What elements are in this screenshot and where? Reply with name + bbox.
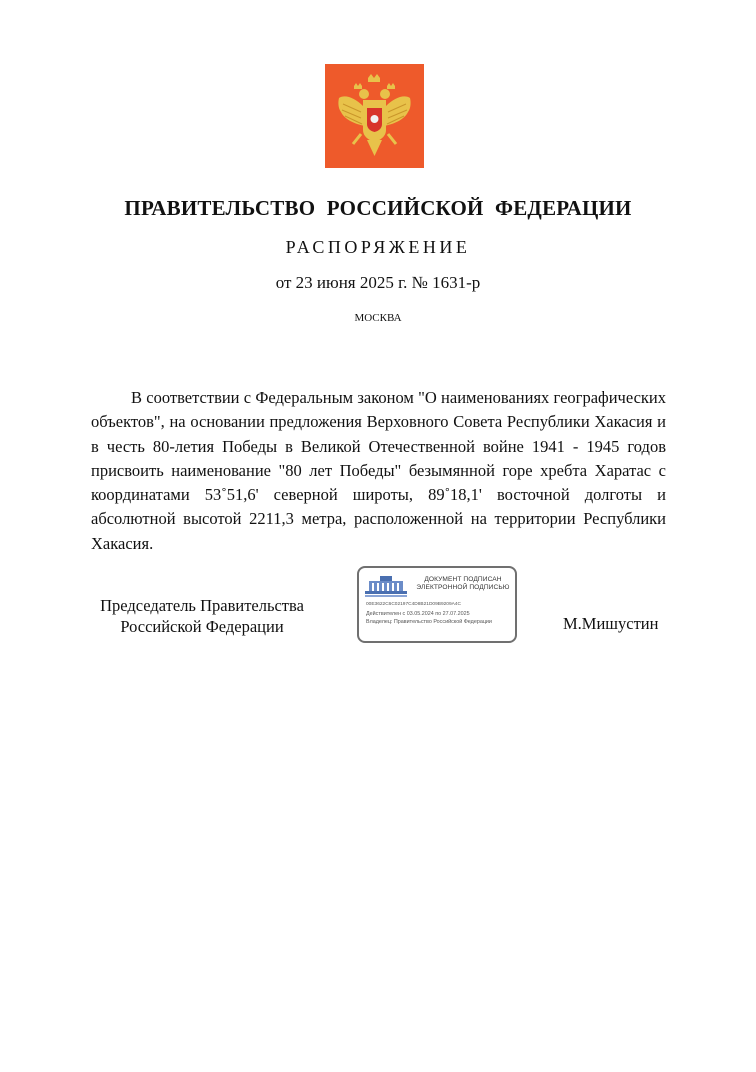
signatory-position-line1: Председатель Правительства bbox=[100, 596, 304, 615]
stamp-validity: Действителен с 03.05.2024 по 27.07.2025 bbox=[366, 611, 470, 617]
coat-of-arms-icon bbox=[325, 64, 424, 168]
electronic-signature-stamp bbox=[357, 566, 517, 643]
document-body-text: В соответствии с Федеральным законом "О наименованиях географических объектов", на основании предложения Верховного Совета Республики Хакасия и в честь 80-летия Победы в Великой Отечественной войне 1941 - 1945 годов присвоить наименование "80 лет Победы" безымянной горе хребта Харатас с координатами 53˚51,6' северной широты, 89˚18,1' восточной долготы и абсолютной высотой 2211,3 метра, расположенной на территории Республики Хакасия. bbox=[91, 388, 666, 553]
document-type: РАСПОРЯЖЕНИЕ bbox=[285, 237, 471, 257]
stamp-certificate-serial: 00E3622C6C02197C4D8B21D09B9209A4C bbox=[366, 602, 461, 607]
document-city: МОСКВА bbox=[354, 312, 402, 324]
stamp-title-line2: ЭЛЕКТРОННОЙ ПОДПИСЬЮ bbox=[416, 584, 510, 591]
stamp-title bbox=[411, 576, 515, 592]
stamp-owner: Владелец: Правительство Российской Федерации bbox=[366, 619, 492, 625]
document-date-number: от 23 июня 2025 г. № 1631-р bbox=[275, 273, 481, 292]
signatory-name: М.Мишустин bbox=[563, 614, 659, 633]
signatory-position-line2: Российской Федерации bbox=[120, 617, 284, 636]
signatory-position bbox=[86, 595, 318, 637]
stamp-title-line1: ДОКУМЕНТ ПОДПИСАН bbox=[424, 576, 502, 583]
government-building-icon bbox=[365, 575, 407, 597]
document-issuer-title: ПРАВИТЕЛЬСТВО РОССИЙСКОЙ ФЕДЕРАЦИИ bbox=[124, 196, 632, 220]
